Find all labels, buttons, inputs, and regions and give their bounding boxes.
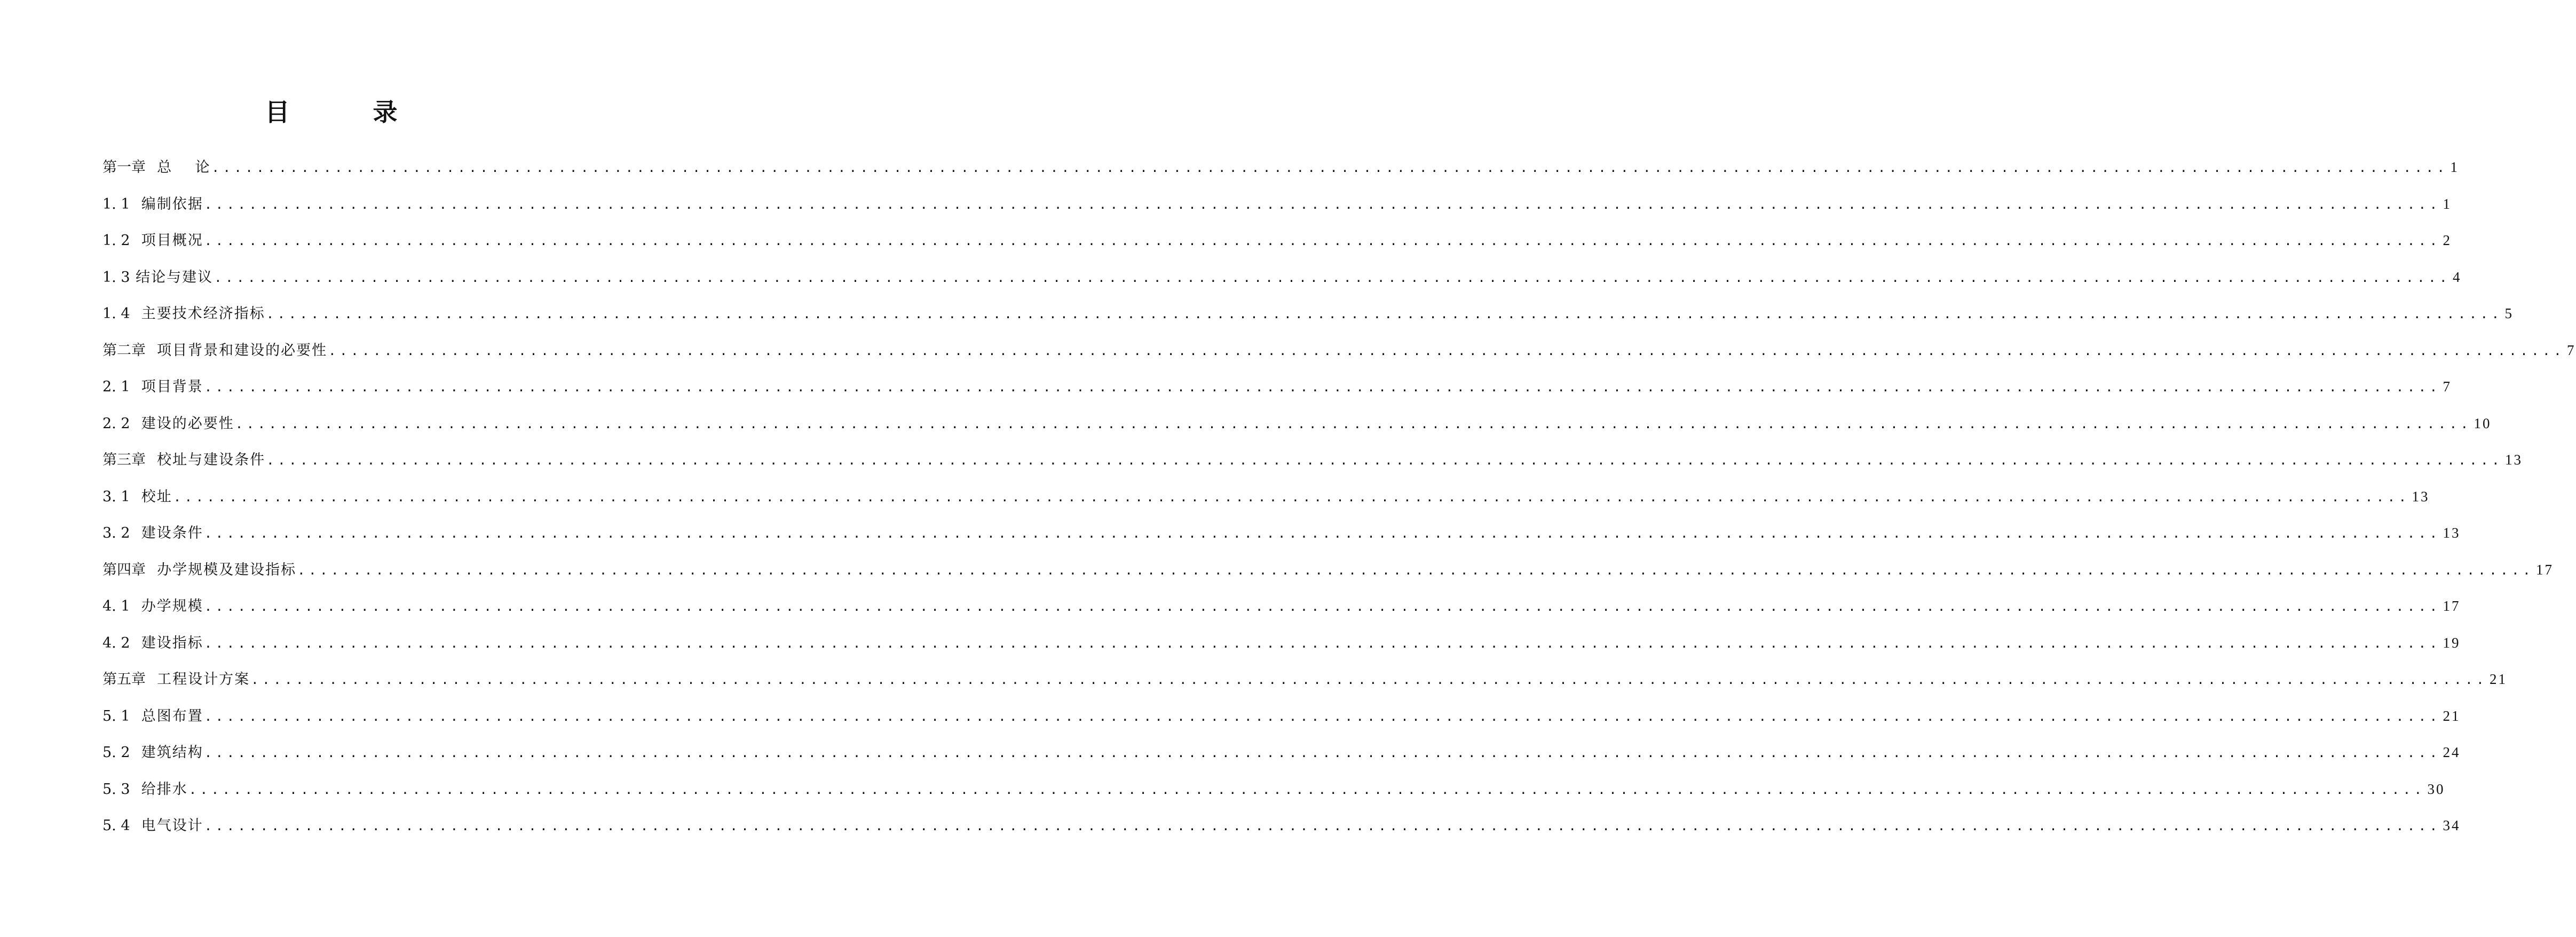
toc-leader-dots: ........................................................................................................................................................................................................ bbox=[204, 818, 2441, 833]
toc-entry-number: 5. 3 bbox=[102, 781, 130, 798]
toc-entry-title: 总 论 bbox=[146, 159, 211, 176]
toc-entry-page: 13 bbox=[2505, 452, 2523, 468]
toc-entry-title: 建设的必要性 bbox=[130, 415, 234, 432]
toc-entry-page: 10 bbox=[2474, 415, 2492, 431]
toc-entry-number: 1. 3 bbox=[102, 269, 130, 286]
toc-leader-dots: ........................................................................................................................................................................................................ bbox=[214, 270, 2451, 285]
toc-entry[interactable] bbox=[102, 414, 2492, 451]
toc-entry-page: 21 bbox=[2490, 671, 2508, 687]
table-of-contents bbox=[102, 158, 2576, 853]
toc-entry[interactable] bbox=[102, 158, 2459, 195]
toc-entry-title: 建设条件 bbox=[130, 525, 203, 541]
toc-entry-title: 项目背景和建设的必要性 bbox=[146, 342, 328, 359]
toc-entry-title: 工程设计方案 bbox=[146, 671, 250, 688]
toc-leader-dots: ........................................................................................................................................................................................................ bbox=[204, 708, 2441, 724]
toc-entry[interactable] bbox=[102, 561, 2554, 597]
toc-leader-dots: ........................................................................................................................................................................................................ bbox=[204, 599, 2441, 614]
toc-entry-page: 2 bbox=[2443, 232, 2452, 248]
toc-leader-dots: ........................................................................................................................................................................................................ bbox=[297, 562, 2534, 578]
toc-entry[interactable] bbox=[102, 487, 2430, 524]
toc-leader-dots: ........................................................................................................................................................................................................ bbox=[204, 526, 2441, 541]
toc-entry[interactable] bbox=[102, 304, 2514, 341]
toc-entry-page: 17 bbox=[2536, 561, 2554, 578]
toc-leader-dots: ........................................................................................................................................................................................................ bbox=[251, 672, 2488, 687]
toc-leader-dots: ........................................................................................................................................................................................................ bbox=[204, 745, 2441, 760]
toc-entry-page: 13 bbox=[2412, 488, 2430, 505]
toc-entry-number: 第五章 bbox=[102, 671, 146, 688]
toc-entry-page: 5 bbox=[2504, 305, 2514, 321]
toc-entry-number: 3. 1 bbox=[102, 488, 130, 505]
toc-entry[interactable] bbox=[102, 743, 2461, 780]
toc-entry-number: 第四章 bbox=[102, 561, 146, 578]
toc-entry-page: 13 bbox=[2443, 525, 2461, 541]
toc-entry[interactable] bbox=[102, 670, 2508, 707]
toc-entry[interactable] bbox=[102, 634, 2461, 671]
toc-entry[interactable] bbox=[102, 451, 2523, 487]
toc-entry-title: 电气设计 bbox=[130, 817, 203, 834]
toc-entry-title: 总图布置 bbox=[130, 707, 203, 725]
toc-entry-number: 1. 2 bbox=[102, 232, 130, 249]
toc-entry-title: 项目概况 bbox=[130, 232, 203, 249]
toc-entry[interactable] bbox=[102, 195, 2452, 232]
toc-entry[interactable] bbox=[102, 597, 2461, 634]
toc-entry-page: 17 bbox=[2443, 598, 2461, 614]
toc-entry-page: 24 bbox=[2443, 744, 2461, 760]
toc-entry-page: 1 bbox=[2443, 195, 2452, 212]
toc-leader-dots: ........................................................................................................................................................................................................ bbox=[328, 343, 2565, 358]
toc-entry[interactable] bbox=[102, 231, 2452, 268]
toc-entry-title: 办学规模及建设指标 bbox=[146, 561, 297, 578]
toc-entry-page: 19 bbox=[2443, 634, 2461, 651]
toc-entry-page: 21 bbox=[2443, 707, 2461, 724]
toc-entry-page: 4 bbox=[2452, 269, 2462, 285]
toc-entry-number: 4. 2 bbox=[102, 634, 130, 651]
toc-entry-title: 校址 bbox=[130, 488, 172, 505]
toc-entry-number: 第三章 bbox=[102, 452, 146, 468]
toc-entry-page: 30 bbox=[2427, 781, 2445, 797]
toc-entry[interactable] bbox=[102, 524, 2461, 561]
toc-entry-number: 3. 2 bbox=[102, 525, 130, 541]
toc-entry-number: 5. 1 bbox=[102, 707, 130, 725]
toc-entry-page: 7 bbox=[2443, 379, 2452, 395]
toc-entry-title: 建筑结构 bbox=[130, 744, 203, 761]
toc-entry-title: 编制依据 bbox=[130, 195, 203, 212]
toc-leader-dots: ........................................................................................................................................................................................................ bbox=[204, 635, 2441, 651]
toc-leader-dots: ........................................................................................................................................................................................................ bbox=[188, 782, 2425, 797]
toc-entry-page: 34 bbox=[2443, 817, 2461, 833]
toc-entry-number: 第一章 bbox=[102, 159, 146, 176]
page-title: 目 录 bbox=[265, 98, 435, 127]
toc-entry-title: 项目背景 bbox=[130, 379, 203, 395]
toc-leader-dots: ........................................................................................................................................................................................................ bbox=[204, 233, 2441, 248]
toc-entry-page: 1 bbox=[2450, 159, 2459, 175]
toc-entry[interactable] bbox=[102, 268, 2462, 305]
toc-entry[interactable] bbox=[102, 816, 2461, 853]
toc-entry-number: 5. 2 bbox=[102, 744, 130, 761]
toc-leader-dots: ........................................................................................................................................................................................................ bbox=[211, 160, 2448, 175]
toc-entry-title: 主要技术经济指标 bbox=[130, 305, 265, 322]
toc-entry-number: 2. 1 bbox=[102, 379, 130, 395]
toc-entry-title: 校址与建设条件 bbox=[146, 452, 266, 468]
toc-leader-dots: ........................................................................................................................................................................................................ bbox=[204, 196, 2441, 212]
toc-leader-dots: ........................................................................................................................................................................................................ bbox=[204, 380, 2441, 395]
toc-entry[interactable] bbox=[102, 707, 2461, 744]
toc-entry-number: 第二章 bbox=[102, 342, 146, 359]
toc-entry-number: 2. 2 bbox=[102, 415, 130, 432]
toc-entry-title: 建设指标 bbox=[130, 634, 203, 651]
toc-entry-title: 结论与建议 bbox=[130, 269, 214, 286]
toc-entry[interactable] bbox=[102, 341, 2576, 378]
toc-entry-number: 4. 1 bbox=[102, 598, 130, 615]
toc-entry-number: 5. 4 bbox=[102, 817, 130, 834]
toc-leader-dots: ........................................................................................................................................................................................................ bbox=[266, 453, 2503, 468]
toc-leader-dots: ........................................................................................................................................................................................................ bbox=[173, 489, 2410, 505]
toc-leader-dots: ........................................................................................................................................................................................................ bbox=[235, 416, 2472, 431]
toc-entry[interactable] bbox=[102, 780, 2445, 817]
toc-entry-number: 1. 1 bbox=[102, 195, 130, 212]
toc-entry-title: 办学规模 bbox=[130, 598, 203, 615]
toc-entry-title: 给排水 bbox=[130, 781, 188, 798]
toc-leader-dots: ........................................................................................................................................................................................................ bbox=[266, 306, 2503, 321]
toc-entry[interactable] bbox=[102, 377, 2452, 414]
toc-entry-number: 1. 4 bbox=[102, 305, 130, 322]
toc-entry-page: 7 bbox=[2567, 342, 2576, 358]
